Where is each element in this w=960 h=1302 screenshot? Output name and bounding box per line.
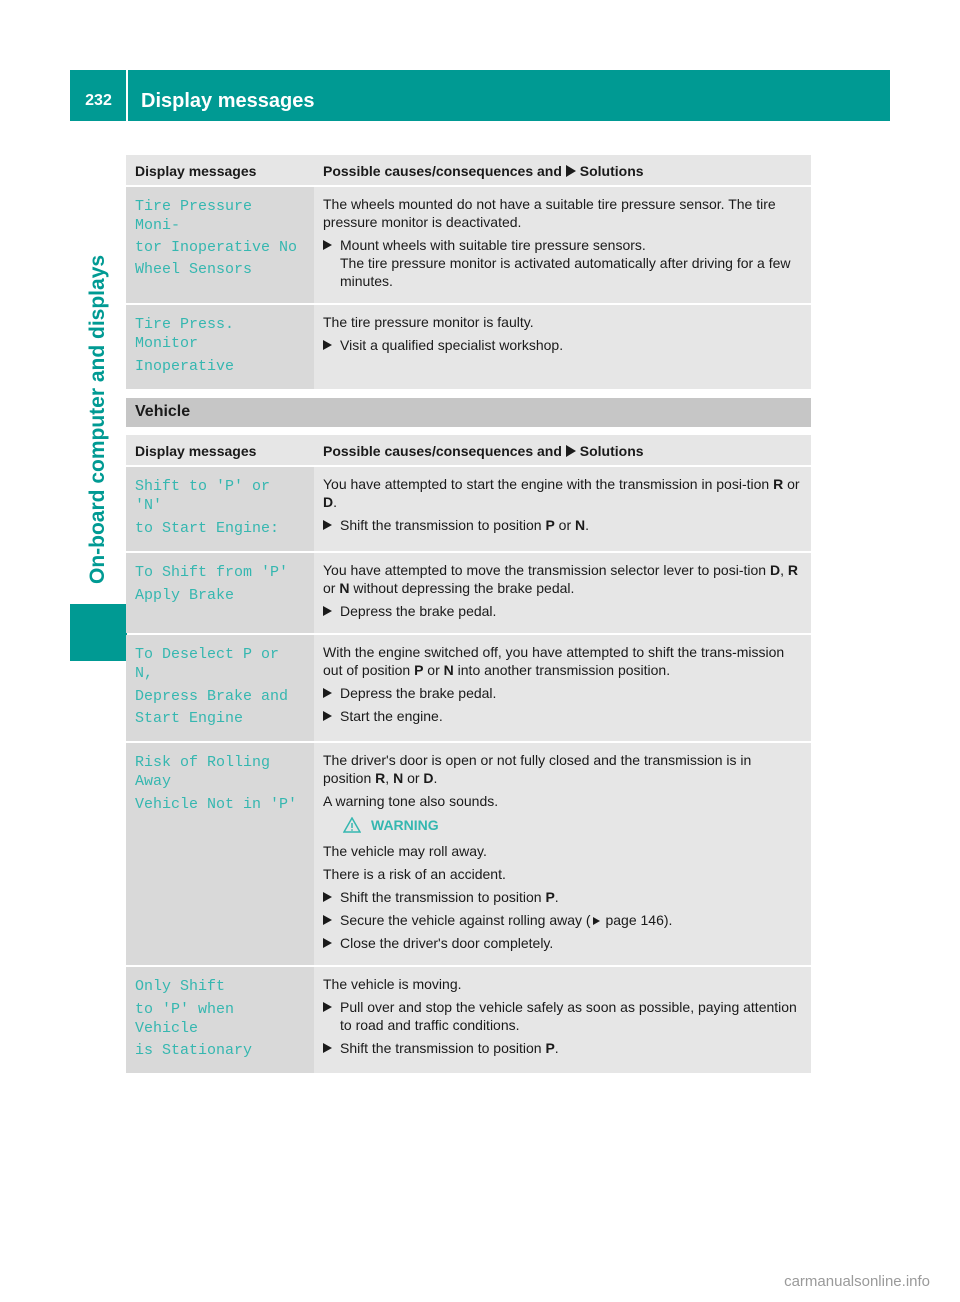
solution-step: Start the engine.	[323, 707, 803, 725]
arrow-icon	[323, 892, 332, 902]
col-header-messages: Display messages	[126, 155, 314, 185]
table-row	[126, 635, 811, 741]
solution-step: Depress the brake pedal.	[323, 602, 803, 620]
display-message: Only Shift to 'P' when Vehicle is Stationary	[126, 967, 314, 1073]
arrow-icon	[323, 606, 332, 616]
arrow-icon	[566, 445, 576, 457]
display-message: Tire Press. Monitor Inoperative	[126, 305, 314, 389]
arrow-icon	[566, 165, 576, 177]
col-header-causes: Possible causes/consequences and Solutions	[314, 155, 811, 185]
vehicle-table	[126, 433, 811, 1075]
arrow-icon	[323, 340, 332, 350]
section-heading: Vehicle	[126, 398, 811, 427]
display-message: To Shift from 'P' Apply Brake	[126, 553, 314, 633]
table-header-row	[126, 435, 811, 465]
message-description: You have attempted to start the engine with the transmission in posi-tion R or D. Shift the transmission to position P or N.	[314, 467, 811, 551]
arrow-icon	[323, 520, 332, 530]
message-description: The vehicle is moving. Pull over and stop the vehicle safely as soon as possible, paying attention to road and traffic conditions. Shift the transmission to position P.	[314, 967, 811, 1073]
page-ref-icon	[593, 917, 600, 925]
arrow-icon	[323, 1043, 332, 1053]
warning-notice: WARNING	[343, 816, 803, 834]
display-message: Tire Pressure Moni- tor Inoperative No Wheel Sensors	[126, 187, 314, 303]
table-row	[126, 187, 811, 303]
watermark[interactable]: carmanualsonline.info	[784, 1273, 930, 1290]
table-row	[126, 967, 811, 1073]
solution-step: Visit a qualified specialist workshop.	[323, 336, 803, 354]
solution-step: Pull over and stop the vehicle safely as soon as possible, paying attention to road and traffic conditions.	[323, 998, 803, 1034]
table-header-row	[126, 155, 811, 185]
solution-step: Depress the brake pedal.	[323, 684, 803, 702]
page-number: 232	[85, 92, 112, 109]
warning-triangle-icon	[343, 817, 361, 833]
solution-step: Shift the transmission to position P or N.	[323, 516, 803, 534]
arrow-icon	[323, 938, 332, 948]
message-description: The wheels mounted do not have a suitable tire pressure sensor. The tire pressure monitor is deactivated. Mount wheels with suitable tire pressure sensors. The tire pressure monitor is activated automatically after driving for a few minutes.	[314, 187, 811, 303]
solution-step: Shift the transmission to position P.	[323, 1039, 803, 1057]
header-divider	[126, 70, 128, 121]
table-row	[126, 305, 811, 389]
message-description: You have attempted to move the transmission selector lever to posi-tion D, R or N without depressing the brake pedal. Depress the brake pedal.	[314, 553, 811, 633]
solution-step: Mount wheels with suitable tire pressure sensors. The tire pressure monitor is activated automatically after driving for a few minutes.	[323, 236, 803, 290]
display-message: Shift to 'P' or 'N' to Start Engine:	[126, 467, 314, 551]
message-description: The driver's door is open or not fully closed and the transmission is in position R, N or D. A warning tone also sounds. WARNING The vehicle may roll away. There is a risk of an accident. Shift the transmission to position P. Secure the vehicle against rolling away ( page 146). Close the driver's door completely.	[314, 743, 811, 965]
side-tab-label: On-board computer and displays	[86, 254, 109, 584]
table-row	[126, 743, 811, 965]
arrow-icon	[323, 240, 332, 250]
solution-step: Secure the vehicle against rolling away ( page 146).	[323, 911, 803, 929]
col-header-causes: Possible causes/consequences and Solutions	[314, 435, 811, 465]
page-ref-link[interactable]: page 146).	[601, 912, 673, 928]
solution-step: Close the driver's door completely.	[323, 934, 803, 952]
arrow-icon	[323, 688, 332, 698]
tpms-table	[126, 153, 811, 391]
col-header-messages: Display messages	[126, 435, 314, 465]
display-message: To Deselect P or N, Depress Brake and Start Engine	[126, 635, 314, 741]
display-message: Risk of Rolling Away Vehicle Not in 'P'	[126, 743, 314, 965]
arrow-icon	[323, 1002, 332, 1012]
arrow-icon	[323, 915, 332, 925]
table-row	[126, 553, 811, 633]
message-description: With the engine switched off, you have attempted to shift the trans-mission out of position P or N into another transmission position. Depress the brake pedal. Start the engine.	[314, 635, 811, 741]
side-tab-marker	[70, 604, 127, 661]
page-title: Display messages	[141, 90, 315, 112]
table-row	[126, 467, 811, 551]
message-description: The tire pressure monitor is faulty. Visit a qualified specialist workshop.	[314, 305, 811, 389]
solution-step: Shift the transmission to position P.	[323, 888, 803, 906]
arrow-icon	[323, 711, 332, 721]
